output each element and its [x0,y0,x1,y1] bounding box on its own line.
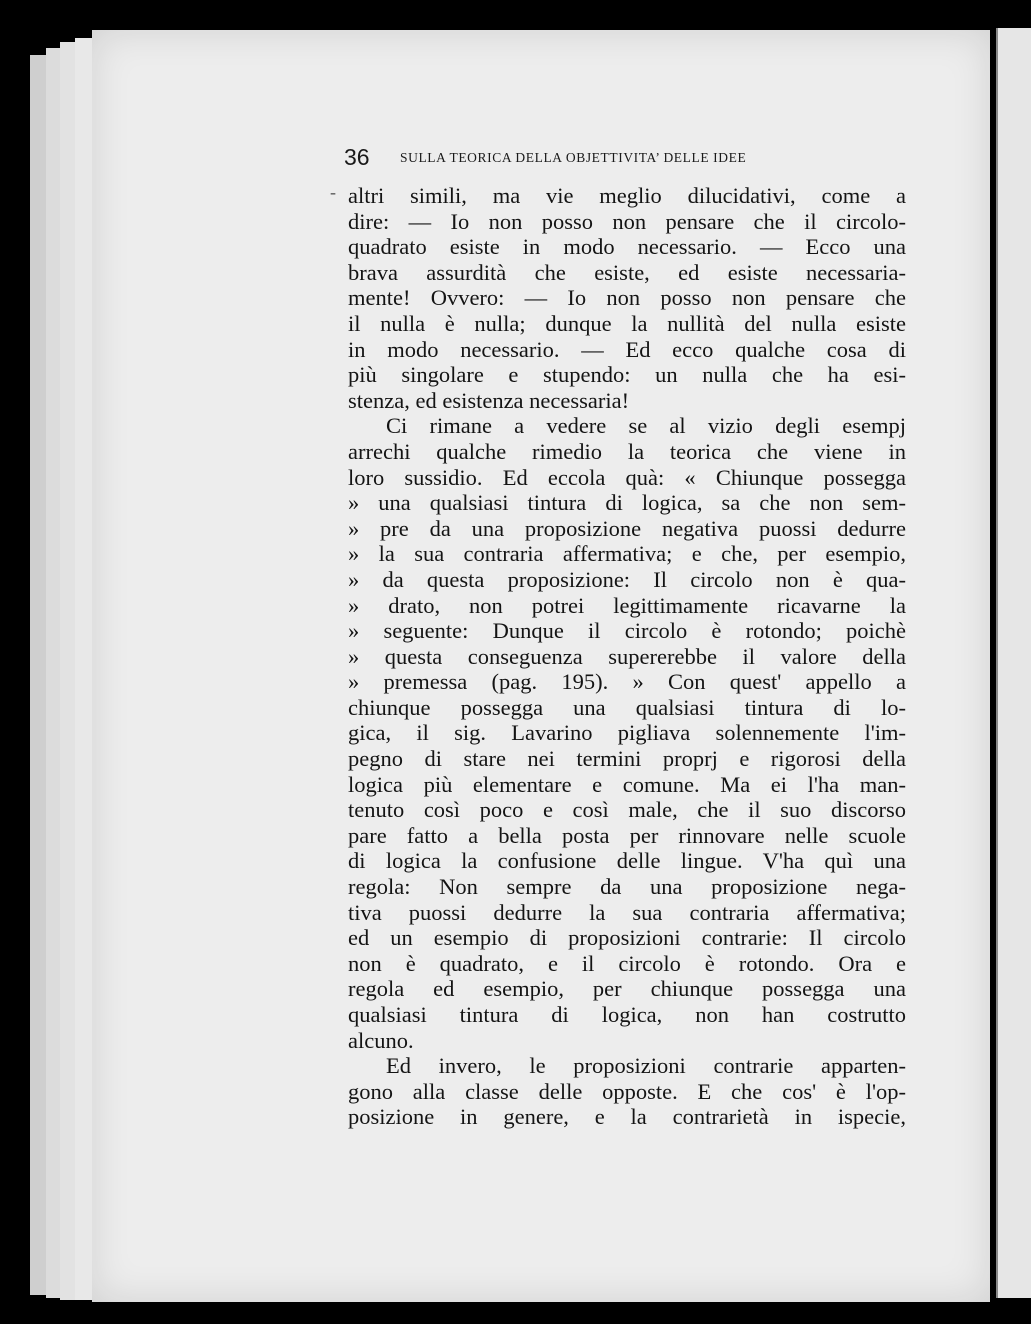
text-line: dire: — Io non posso non pensare che il circolo- [348,208,906,234]
text-line: pegno di stare nei termini proprj e rigorosi della [348,746,906,772]
text-line: tiva puossi dedurre la sua contraria affermativa; [348,899,906,925]
text-line: » premessa (pag. 195). » Con quest' appello a [348,669,906,695]
text-line: posizione in genere, e la contrarietà in ispecie, [348,1104,906,1130]
text-line: » pre da una proposizione negativa puossi dedurre [348,515,906,541]
text-line: » da questa proposizione: Il circolo non è qua- [348,566,906,592]
text-line: non è quadrato, e il circolo è rotondo. Ora e [348,950,906,976]
text-line: » seguente: Dunque il circolo è rotondo; poichè [348,618,906,644]
text-line: mente! Ovvero: — Io non posso non pensare che [348,285,906,311]
text-line: regola ed esempio, per chiunque possegga una [348,976,906,1002]
text-line: tenuto così poco e così male, che il suo discorso [348,797,906,823]
text-line: di logica la confusione delle lingue. V'ha quì una [348,848,906,874]
text-line: gono alla classe delle opposte. E che cos' è l'op- [348,1078,906,1104]
text-line: in modo necessario. — Ed ecco qualche cosa di [348,336,906,362]
margin-mark: - [330,182,336,202]
facing-page-edge [996,28,1031,1298]
text-line: gica, il sig. Lavarino pigliava solennemente l'im- [348,720,906,746]
page-body-text [348,183,906,1130]
text-line: » questa conseguenza supererebbe il valore della [348,643,906,669]
text-line: qualsiasi tintura di logica, non han costrutto [348,1002,906,1027]
page-number: 36 [344,144,370,170]
text-line: » una qualsiasi tintura di logica, sa che non sem- [348,490,906,516]
running-head: SULLA TEORICA DELLA OBJETTIVITA’ DELLE IDEE [400,150,747,165]
text-line: Ci rimane a vedere se al vizio degli esempj [386,413,906,439]
text-line: più singolare e stupendo: un nulla che ha esi- [348,362,906,388]
text-line: chiunque possegga una qualsiasi tintura di lo- [348,694,906,720]
text-line: pare fatto a bella posta per rinnovare nelle scuole [348,822,906,848]
text-line: logica più elementare e comune. Ma ei l'ha man- [348,771,906,797]
text-line: ed un esempio di proposizioni contrarie: Il circolo [348,925,906,951]
text-line: loro sussidio. Ed eccola quà: « Chiunque possegga [348,464,906,490]
text-line: stenza, ed esistenza necessaria! [348,387,630,413]
text-line: altri simili, ma vie meglio dilucidativi, come a [348,183,906,208]
text-line: il nulla è nulla; dunque la nullità del nulla esiste [348,310,906,336]
text-line: regola: Non sempre da una proposizione nega- [348,874,906,900]
text-line: Ed invero, le proposizioni contrarie apparten- [386,1053,906,1079]
text-line: » la sua contraria affermativa; e che, per esempio, [348,541,906,567]
text-line: arrechi qualche rimedio la teorica che viene in [348,438,906,464]
text-line: brava assurdità che esiste, ed esiste necessaria- [348,259,906,285]
text-line: alcuno. [348,1027,414,1053]
text-line: » drato, non potrei legittimamente ricavarne la [348,592,906,618]
text-line: quadrato esiste in modo necessario. — Ecco una [348,234,906,260]
